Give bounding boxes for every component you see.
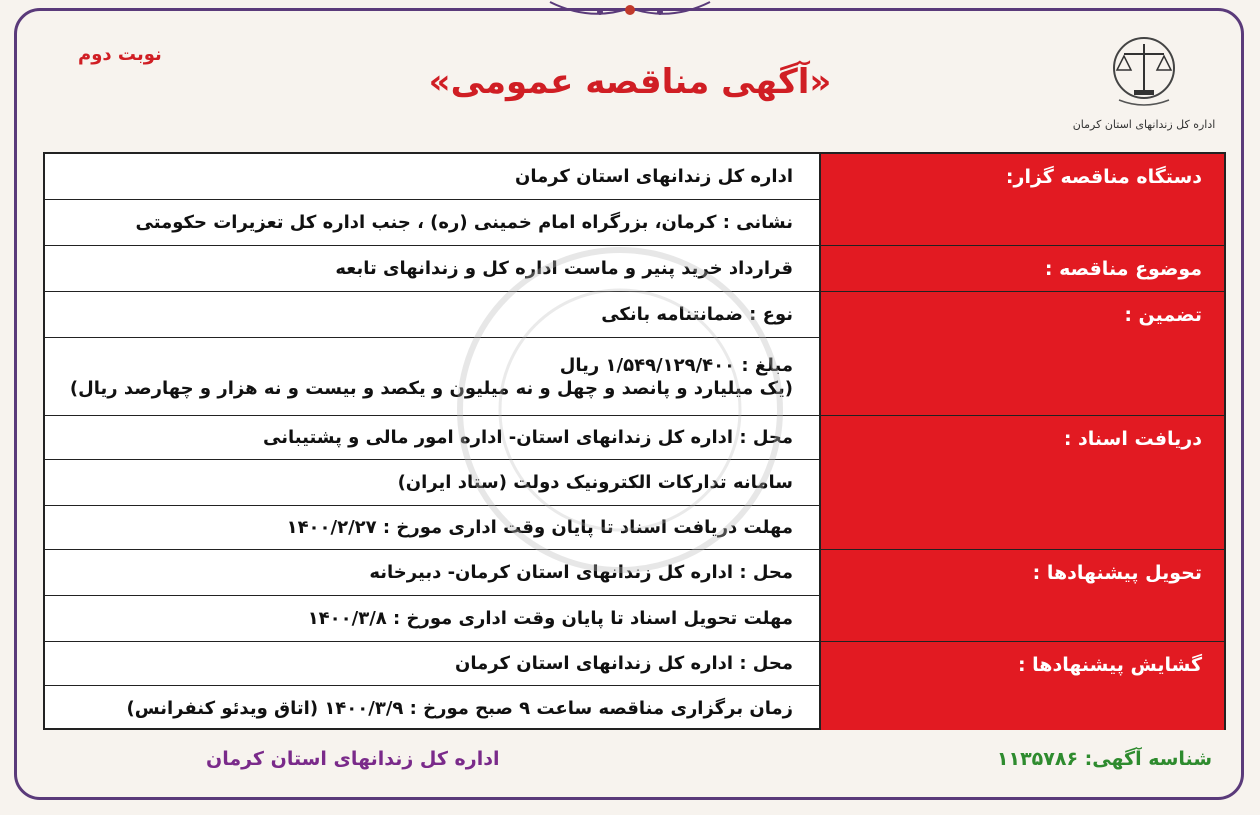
- guarantee-amount: مبلغ : ۱/۵۴۹/۱۲۹/۴۰۰ ریال: [559, 354, 793, 376]
- values-column: [45, 154, 821, 728]
- opening-time-cell: [45, 686, 819, 730]
- docs-deadline-cell: [45, 506, 819, 550]
- organizer-label: دستگاه مناقصه گزار:: [821, 154, 1224, 246]
- tender-table: [43, 152, 1226, 730]
- guarantee-type-cell: [45, 292, 819, 338]
- opening-label: گشایش پیشنهادها :: [821, 642, 1224, 730]
- opening-place-cell: [45, 642, 819, 686]
- submit-place-cell: [45, 550, 819, 596]
- guarantee-amount-words: (یک میلیارد و پانصد و چهل و نه میلیون و یکصد و بیست و نه هزار و چهارصد ریال): [69, 377, 793, 399]
- opening-place: محل : اداره کل زندانهای استان کرمان: [455, 653, 793, 674]
- submit-deadline-cell: [45, 596, 819, 642]
- top-ornament: [540, 0, 720, 22]
- ad-id: شناسه آگهی: ۱۱۳۵۷۸۶: [996, 748, 1212, 770]
- submit-label: تحویل پیشنهادها :: [821, 550, 1224, 642]
- submit-place: محل : اداره کل زندانهای استان کرمان- دبیرخانه: [369, 562, 793, 583]
- docs-label: دریافت اسناد :: [821, 416, 1224, 550]
- subject-value: قرارداد خرید پنیر و ماست اداره کل و زندانهای تابعه: [335, 258, 793, 279]
- guarantee-type: نوع : ضمانتنامه بانکی: [601, 304, 793, 325]
- guarantee-amount-cell: [45, 338, 819, 416]
- subject-cell: [45, 246, 819, 292]
- docs-deadline: مهلت دریافت اسناد تا پایان وقت اداری مورخ : ۱۴۰۰/۲/۲۷: [286, 517, 793, 538]
- submit-deadline: مهلت تحویل اسناد تا پایان وقت اداری مورخ : ۱۴۰۰/۳/۸: [307, 608, 793, 629]
- subject-label: موضوع مناقصه :: [821, 246, 1224, 292]
- organizer-name-cell: [45, 154, 819, 200]
- guarantee-label: تضمین :: [821, 292, 1224, 416]
- organizer-address: نشانی : کرمان، بزرگراه امام خمینی (ره) ، جنب اداره کل تعزیرات حکومتی: [135, 212, 793, 233]
- docs-system-cell: [45, 460, 819, 506]
- opening-time: زمان برگزاری مناقصه ساعت ۹ صبح مورخ : ۱۴۰۰/۳/۹ (اتاق ویدئو کنفرانس): [126, 697, 793, 719]
- page-title: «آگهی مناقصه عمومی»: [428, 62, 832, 102]
- organizer-address-cell: [45, 200, 819, 246]
- docs-place: محل : اداره کل زندانهای استان- اداره امور مالی و پشتیبانی: [263, 427, 793, 448]
- logo-caption: اداره کل زندانهای استان کرمان: [1072, 118, 1216, 131]
- docs-place-cell: [45, 416, 819, 460]
- publication-round: نوبت دوم: [78, 44, 162, 65]
- labels-column: [821, 154, 1224, 728]
- footer-organization: اداره کل زندانهای استان کرمان: [206, 748, 500, 770]
- docs-system: سامانه تدارکات الکترونیک دولت (ستاد ایران): [397, 472, 793, 493]
- organizer-name: اداره کل زندانهای استان کرمان: [514, 166, 793, 187]
